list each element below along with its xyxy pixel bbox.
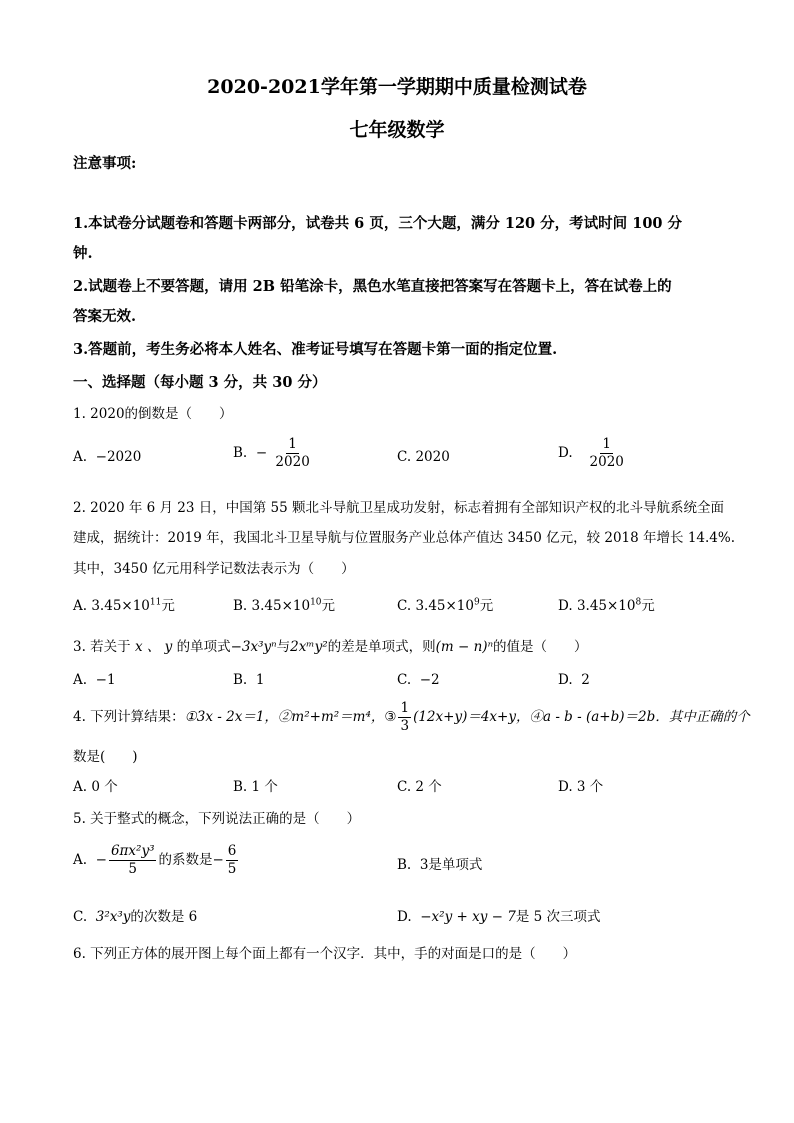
q5-option-b: B. 3是单项式 <box>397 857 483 873</box>
q4-stem-line-2: 数是( ) <box>73 749 138 765</box>
q4-stem-line-1: 4. 下列计算结果：①3x - 2x＝1，②m²+m²＝m⁴，③ $\frac{1}{3}$ (12x+y)＝4x+y，④a - b - (a+b)＝2b．其中正确的个 <box>73 700 750 734</box>
q2-option-a: A. $3.45\times 10^{11}$元 <box>73 597 175 614</box>
q2-line-1: 2. 2020 年 6 月 23 日，中国第 55 颗北斗导航卫星成功发射，标志着拥有全部知识产权的北斗导航系统全面 <box>73 500 725 516</box>
q1-stem: 1. 2020的倒数是（ ） <box>73 406 233 422</box>
q2-line-3: 其中，3450 亿元用科学记数法表示为（ ） <box>73 561 355 577</box>
note-1-line-1: 1.本试卷分试题卷和答题卡两部分，试卷共 6 页，三个大题，满分 120 分，考试时间 100 分 <box>73 215 683 232</box>
q1-option-d: D. $\frac{1}{2020}$ <box>558 436 624 470</box>
q5-stem: 5. 关于整式的概念，下列说法正确的是（ ） <box>73 811 361 827</box>
q5-option-a: A. − $\frac{\text{6πx²y³}}{5}$ 的系数是− $\frac{6}{5}$ <box>73 843 237 877</box>
q3-option-d: D. 2 <box>558 672 590 688</box>
q4-option-a: A. 0 个 <box>73 779 118 795</box>
section-1-heading: 一、选择题（每小题 3 分，共 30 分） <box>73 374 327 391</box>
exam-title: 2020-2021学年第一学期期中质量检测试卷 <box>207 76 587 98</box>
note-1-line-2: 钟. <box>73 245 93 262</box>
note-2-line-1: 2.试题卷上不要答题，请用 2B 铅笔涂卡，黑色水笔直接把答案写在答题卡上，答在试卷上的 <box>73 278 672 295</box>
q1-option-c: C. 2020 <box>397 449 450 465</box>
q2-option-b: B. $3.45\times 10^{10}$元 <box>233 597 336 614</box>
q4-option-c: C. 2 个 <box>397 779 442 795</box>
q1-option-a: A. −2020 <box>73 449 142 465</box>
notes-heading: 注意事项: <box>73 155 137 172</box>
q3-stem: 3. 若关于 x 、 y 的单项式−3x³yⁿ与2xᵐy²的差是单项式，则(m − n)ⁿ的值是（ ） <box>73 639 588 655</box>
q1-option-b: B. − $\frac{1}{2020}$ <box>233 436 310 470</box>
note-3: 3.答题前，考生务必将本人姓名、准考证号填写在答题卡第一面的指定位置. <box>73 341 558 358</box>
q2-option-d: D. $3.45\times 10^8$元 <box>558 597 655 614</box>
q3-option-a: A. −1 <box>73 672 116 688</box>
q5-option-d: D. −x²y + xy − 7是 5 次三项式 <box>397 909 601 925</box>
q3-option-b: B. 1 <box>233 672 265 688</box>
exam-subtitle: 七年级数学 <box>349 119 445 141</box>
q5-option-c: C. 3²x³y的次数是 6 <box>73 909 198 925</box>
q2-option-c: C. $3.45\times 10^9$元 <box>397 597 494 614</box>
q4-option-b: B. 1 个 <box>233 779 278 795</box>
q3-option-c: C. −2 <box>397 672 440 688</box>
note-2-line-2: 答案无效. <box>73 308 137 325</box>
q2-line-2: 建成，据统计：2019 年，我国北斗卫星导航与位置服务产业总体产值达 3450 亿元，较 2018 年增长 14.4%. <box>73 530 735 546</box>
q6-stem: 6. 下列正方体的展开图上每个面上都有一个汉字．其中，手的对面是口的是（ ） <box>73 946 577 962</box>
q4-option-d: D. 3 个 <box>558 779 604 795</box>
